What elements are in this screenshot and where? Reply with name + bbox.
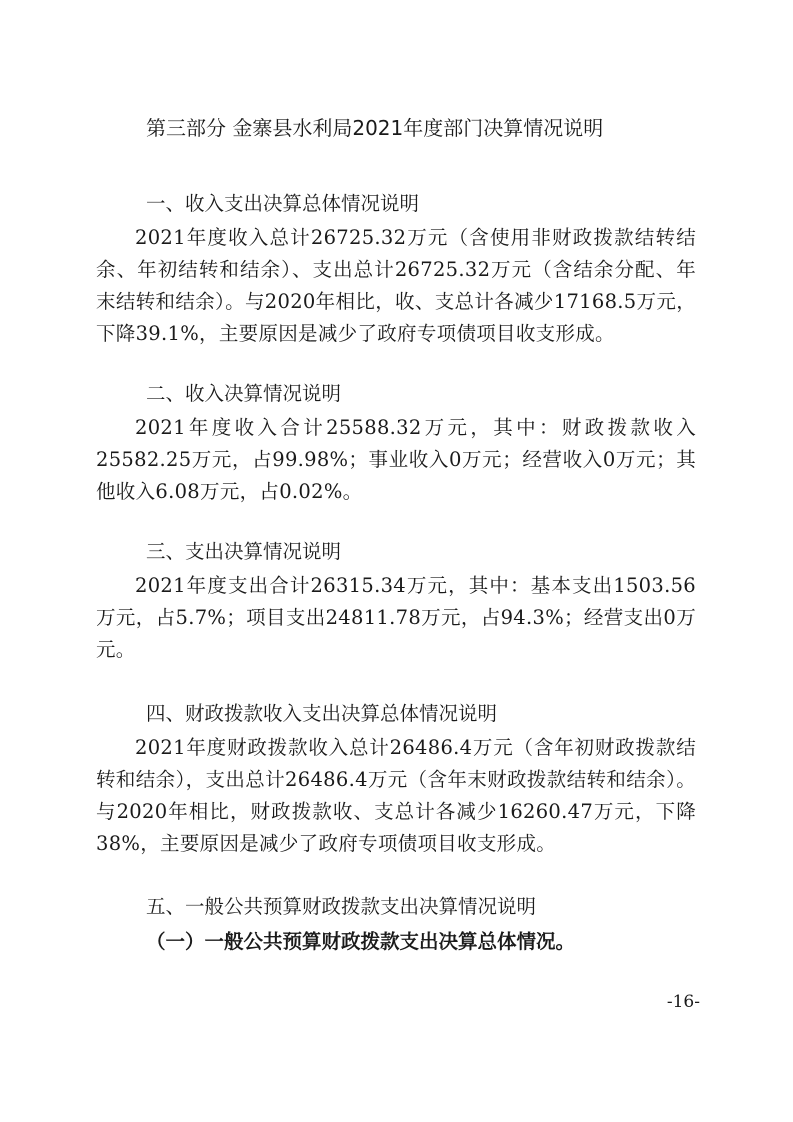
section-1-body: 2021年度收入总计26725.32万元（含使用非财政拨款结转结余、年初结转和结余）、支出总计26725.32万元（含结余分配、年末结转和结余）。与2020年相比，收、支总计各减少17168.5万元，下降39.1%，主要原因是减少了政府专项债项目收支形成。 bbox=[96, 226, 696, 345]
section-5-subheading: （一）一般公共预算财政拨款支出决算总体情况。 bbox=[146, 930, 576, 953]
section-2-body: 2021年度收入合计25588.32万元，其中：财政拨款收入25582.25万元，占99.98%；事业收入0万元；经营收入0万元；其他收入6.08万元，占0.02%。 bbox=[96, 416, 696, 503]
section-4-body: 2021年度财政拨款收入总计26486.4万元（含年初财政拨款结转和结余），支出总计26486.4万元（含年末财政拨款结转和结余）。与2020年相比，财政拨款收、支总计各减少16260.47万元，下降38%，主要原因是减少了政府专项债项目收支形成。 bbox=[96, 736, 696, 855]
section-4-heading: 四、财政拨款收入支出决算总体情况说明 bbox=[146, 702, 498, 725]
section-3-body: 2021年度支出合计26315.34万元，其中：基本支出1503.56万元，占5.7%；项目支出24811.78万元，占94.3%；经营支出0万元。 bbox=[96, 574, 696, 661]
section-3-heading: 三、支出决算情况说明 bbox=[146, 540, 342, 563]
section-5-heading: 五、一般公共预算财政拨款支出决算情况说明 bbox=[146, 895, 537, 918]
section-2-heading: 二、收入决算情况说明 bbox=[146, 382, 342, 405]
section-1-heading: 一、收入支出决算总体情况说明 bbox=[146, 192, 420, 215]
document-title: 第三部分 金寨县水利局2021年度部门决算情况说明 bbox=[146, 116, 604, 140]
page-number: -16- bbox=[666, 992, 700, 1012]
